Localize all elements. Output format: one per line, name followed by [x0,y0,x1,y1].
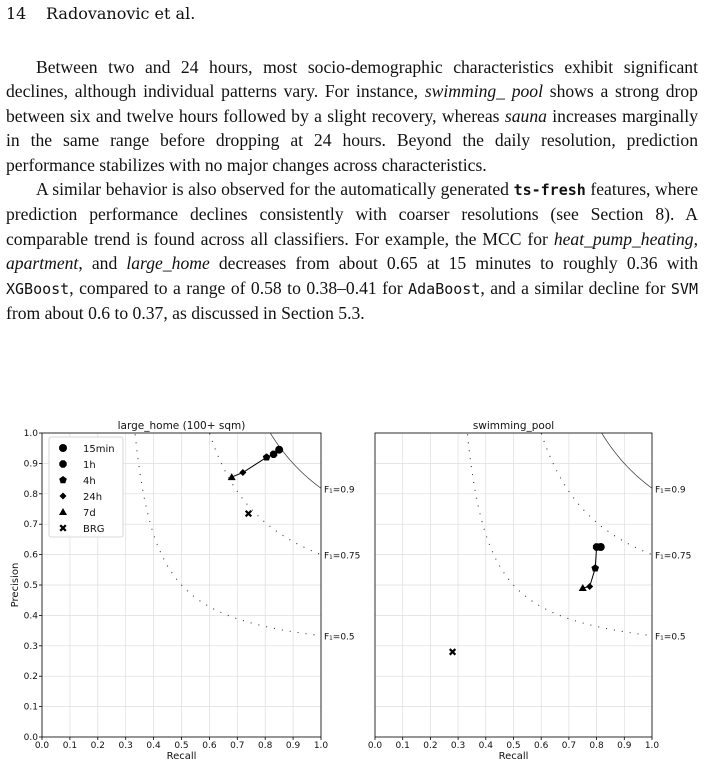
x-tick-label: 0.4 [478,741,493,751]
f1-curve-label: F₁=0.9 [324,485,355,496]
x-tick-label: 0.2 [90,741,105,751]
chart-title: swimming_pool [472,420,555,432]
data-point-24h [239,469,246,476]
data-point-1h [593,543,600,550]
p1-text-3: increases marginally in the same range before dropping at 24 hours. Beyond the daily resolution, prediction performance stabilizes with no major changes across characteristics. [6,105,698,175]
p2-text-1: A similar behavior is also observed for the automatically generated [36,179,514,200]
p1-text-2: shows a strong drop between six and twelve hours followed by a slight recovery, whereas [6,81,698,126]
x-tick-label: 1.0 [644,741,660,751]
x-tick-label: 0.0 [34,741,50,751]
chart-panel-1 [10,420,360,762]
f1-curve-label: F₁=0.5 [324,632,355,643]
x-tick-label: 0.0 [367,741,383,751]
y-tick-label: 0.3 [23,641,38,652]
x-tick-label: 0.6 [534,741,549,751]
x-tick-label: 0.4 [146,741,161,751]
x-tick-label: 0.2 [423,741,438,751]
p1-term-sauna: sauna [504,105,547,126]
f1-curve-label: F₁=0.5 [655,632,686,643]
p2-code-adaboost: AdaBoost [408,279,481,298]
data-point-24h [586,583,593,590]
p2-text-8: from about 0.6 to 0.37, as discussed in Section 5.3. [6,303,365,324]
x-tick-label: 0.3 [118,741,133,751]
y-tick-label: 0.7 [23,520,38,531]
x-tick-label: 0.7 [561,741,577,751]
legend-label: 15min [83,444,115,455]
y-tick-label: 0.0 [23,733,38,743]
p2-text-7: , and a similar decline for [480,277,671,298]
f1-curve-label: F₁=0.75 [655,551,692,562]
data-point-4h [263,453,271,460]
x-tick-label: 0.5 [506,741,521,751]
chart-title: large_home (100+ sqm) [117,420,246,432]
x-tick-label: 0.5 [174,741,189,751]
x-tick-label: 0.6 [202,741,217,751]
y-tick-label: 0.9 [23,459,38,470]
x-tick-label: 0.8 [258,741,273,751]
f1-curve-label: F₁=0.9 [655,485,686,496]
p2-text-2: features, where prediction performance declines consistently with coarser resolutions (see Section 8). A comparable trend is found across all classifiers. For example, the MCC for [6,179,699,249]
legend-marker-15min [59,444,67,452]
chart-panel-2 [368,420,692,762]
y-axis-label: Precision [10,562,21,608]
legend-label: 4h [83,476,96,487]
page-number: 14 [6,4,27,23]
x-tick-label: 0.3 [450,741,466,751]
f1-curve-label: F₁=0.75 [324,551,361,562]
x-tick-label: 0.8 [589,741,604,751]
x-axis-label: Recall [498,751,529,762]
p2-text-5: decreases from about 0.65 at 15 minutes to roughly 0.36 with [209,253,698,274]
baseline-point-BRG [450,649,456,655]
baseline-point-BRG [246,511,252,517]
f1-curve-0 [602,433,652,488]
y-tick-label: 0.6 [23,550,38,561]
legend-label: 1h [83,460,96,471]
legend-label: 7d [83,508,96,519]
y-tick-label: 0.4 [23,611,38,622]
x-axis-label: Recall [166,751,197,762]
p2-term-heat-pump: heat_pump_heating [553,228,694,249]
x-tick-label: 0.9 [285,741,301,751]
data-point-4h [591,564,599,571]
x-tick-label: 0.1 [62,741,78,751]
y-tick-label: 1.0 [23,429,38,439]
legend-marker-1h [59,460,66,467]
y-tick-label: 0.5 [23,581,38,591]
data-point-1h [270,451,277,458]
p2-code-svm: SVM [670,279,698,298]
data-point-7d [228,473,236,480]
legend-label: 24h [83,492,103,503]
p2-term-apartment: apartment [6,253,79,274]
p2-code-tsfresh: ts-fresh [513,181,586,200]
legend [49,437,123,537]
y-tick-label: 0.2 [23,672,38,683]
p2-term-large-home: large_home [126,253,210,274]
p1-term-swimming-pool: swimming_ pool [424,81,543,102]
p2-code-xgboost: XGBoost [6,279,70,298]
x-tick-label: 1.0 [313,741,329,751]
p2-text-6: , compared to a range of 0.58 to 0.38–0.41 for [69,277,409,298]
running-title: Radovanovic et al. [46,4,196,23]
y-tick-label: 0.1 [23,702,38,713]
y-tick-label: 0.8 [23,489,38,500]
p1-text-1: Between two and 24 hours, most socio-demographic characteristics exhibit significant declines, although individual patterns vary. For instance, [6,57,698,102]
x-tick-label: 0.1 [395,741,410,751]
f1-curve-0 [270,433,321,488]
p2-text-3: , [693,228,698,249]
x-tick-label: 0.7 [230,741,245,751]
legend-label: BRG [83,524,105,535]
x-tick-label: 0.9 [617,741,632,751]
p2-text-4: , and [78,253,127,274]
